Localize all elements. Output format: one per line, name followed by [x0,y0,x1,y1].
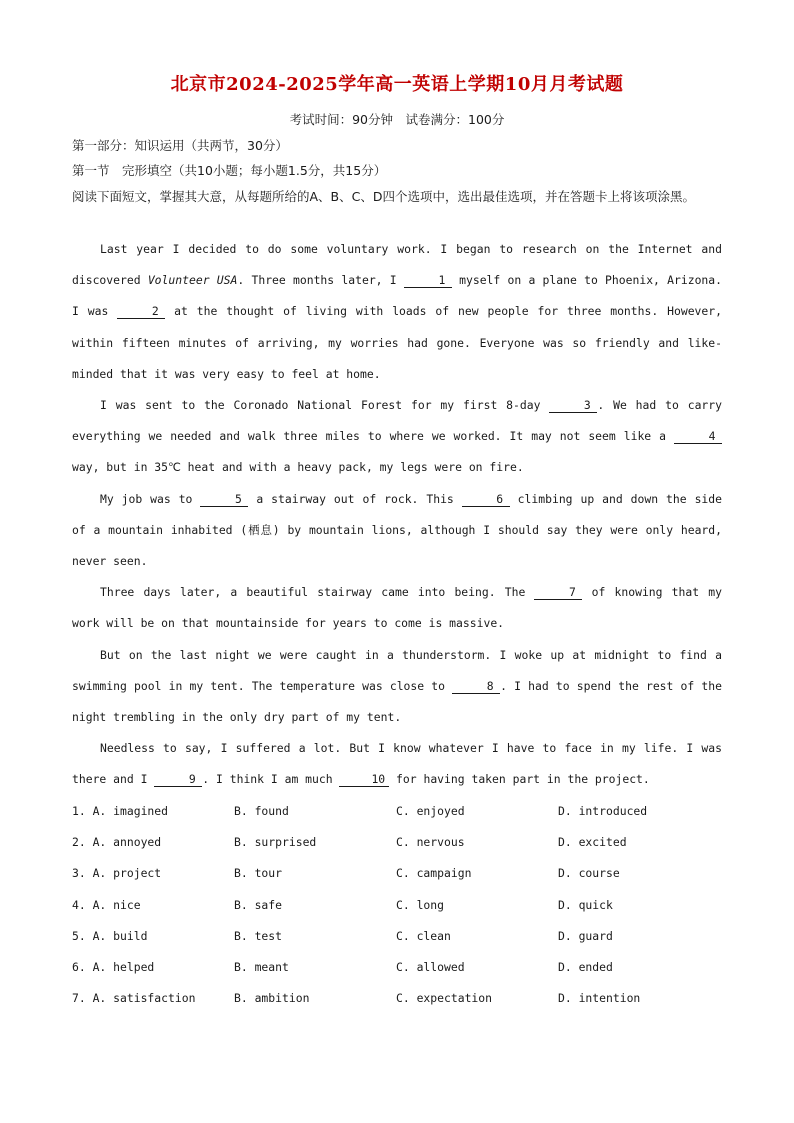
paragraph-6: Needless to say, I suffered a lot. But I know whatever I have to face in my life. I was there and I 9 . I think I am much 10 for having taken part in the project. [72,741,722,787]
blank-1: 1 [404,274,452,288]
option-a: 5. A. build [72,928,148,943]
option-d: D. course [558,866,620,881]
paragraph-1: Last year I decided to do some voluntary work. I began to research on the Internet and discovered Volunteer USA. Three months later, I 1 myself on a plane to Phoenix, Arizona. I was 2 at the thought of living with loads of new people for three months. However, within fifteen minutes of arriving, my worries had gone. Everyone was so friendly and like-minded that it was very easy to feel at home. [72,242,723,381]
exam-time-and-score: 考试时间：90分钟 试卷满分：100分 [289,112,505,127]
question-6-options [72,952,722,983]
blank-8: 8 [452,680,500,694]
paragraph-2: I was sent to the Coronado National Forest for my first 8-day 3 . We had to carry everything we needed and walk three miles to where we worked. It may not seem like a 4 way, but in 35℃ heat and with a heavy pack, my legs were on fire. [72,398,722,475]
option-a: 4. A. nice [72,897,141,912]
option-c: C. nervous [396,835,465,850]
option-c: C. enjoyed [396,804,465,818]
option-b: B. safe [234,897,283,912]
option-a: 7. A. satisfaction [72,991,196,1006]
option-c: C. long [396,897,445,912]
blank-9: 9 [154,773,202,787]
answer-options [72,796,722,1014]
blank-4: 4 [674,430,722,444]
blank-10: 10 [339,773,389,787]
option-b: B. tour [234,866,283,881]
option-b: B. test [234,928,283,943]
italic-title: Volunteer USA [147,273,238,288]
blank-7: 7 [534,586,582,600]
blank-5: 5 [200,493,248,507]
paragraph-3: My job was to 5 a stairway out of rock. This 6 climbing up and down the side of a mountain inhabited (栖息) by mountain lions, although I should say they were only heard, never seen. [72,491,723,569]
part-heading: 第一部分：知识运用（共两节，30分） [72,138,288,153]
option-a: 1. A. imagined [72,804,169,818]
option-b: B. meant [234,959,289,974]
question-4-options [72,890,722,921]
option-b: B. found [234,804,289,818]
blank-6: 6 [462,493,510,507]
question-3-options [72,858,722,889]
option-b: B. ambition [234,991,310,1006]
exam-title: 北京市2024-2025学年高一英语上学期10月月考试题 [170,74,624,95]
question-2-options [72,827,722,858]
option-a: 3. A. project [72,866,162,881]
option-c: C. allowed [396,959,465,974]
instructions: 阅读下面短文，掌握其大意，从每题所给的A、B、C、D四个选项中，选出最佳选项，并在答题卡上将该项涂黑。 [72,189,695,204]
section-heading: 第一节 完形填空（共10小题；每小题1.5分，共15分） [72,163,387,178]
option-c: C. clean [396,928,451,943]
question-1-options [72,796,722,827]
question-5-options [72,921,722,952]
option-d: D. guard [558,928,613,943]
option-d: D. introduced [558,804,648,818]
cloze-passage [72,234,722,796]
blank-3: 3 [549,399,597,413]
option-d: D. quick [558,897,613,912]
option-c: C. expectation [396,991,493,1006]
option-d: D. ended [558,959,613,974]
option-c: C. campaign [396,866,472,881]
paragraph-4: Three days later, a beautiful stairway came into being. The 7 of knowing that my work will be on that mountainside for years to come is massive. [72,585,722,631]
option-a: 2. A. annoyed [72,835,162,850]
option-d: D. excited [558,835,627,850]
option-a: 6. A. helped [72,959,155,974]
paragraph-5: But on the last night we were caught in a thunderstorm. I woke up at midnight to find a swimming pool in my tent. The temperature was close to 8 . I had to spend the rest of the night trembling in the only dry part of my tent. [72,647,722,725]
question-7-options [72,983,722,1014]
option-b: B. surprised [234,835,317,850]
option-d: D. intention [558,991,641,1006]
blank-2: 2 [117,305,165,319]
